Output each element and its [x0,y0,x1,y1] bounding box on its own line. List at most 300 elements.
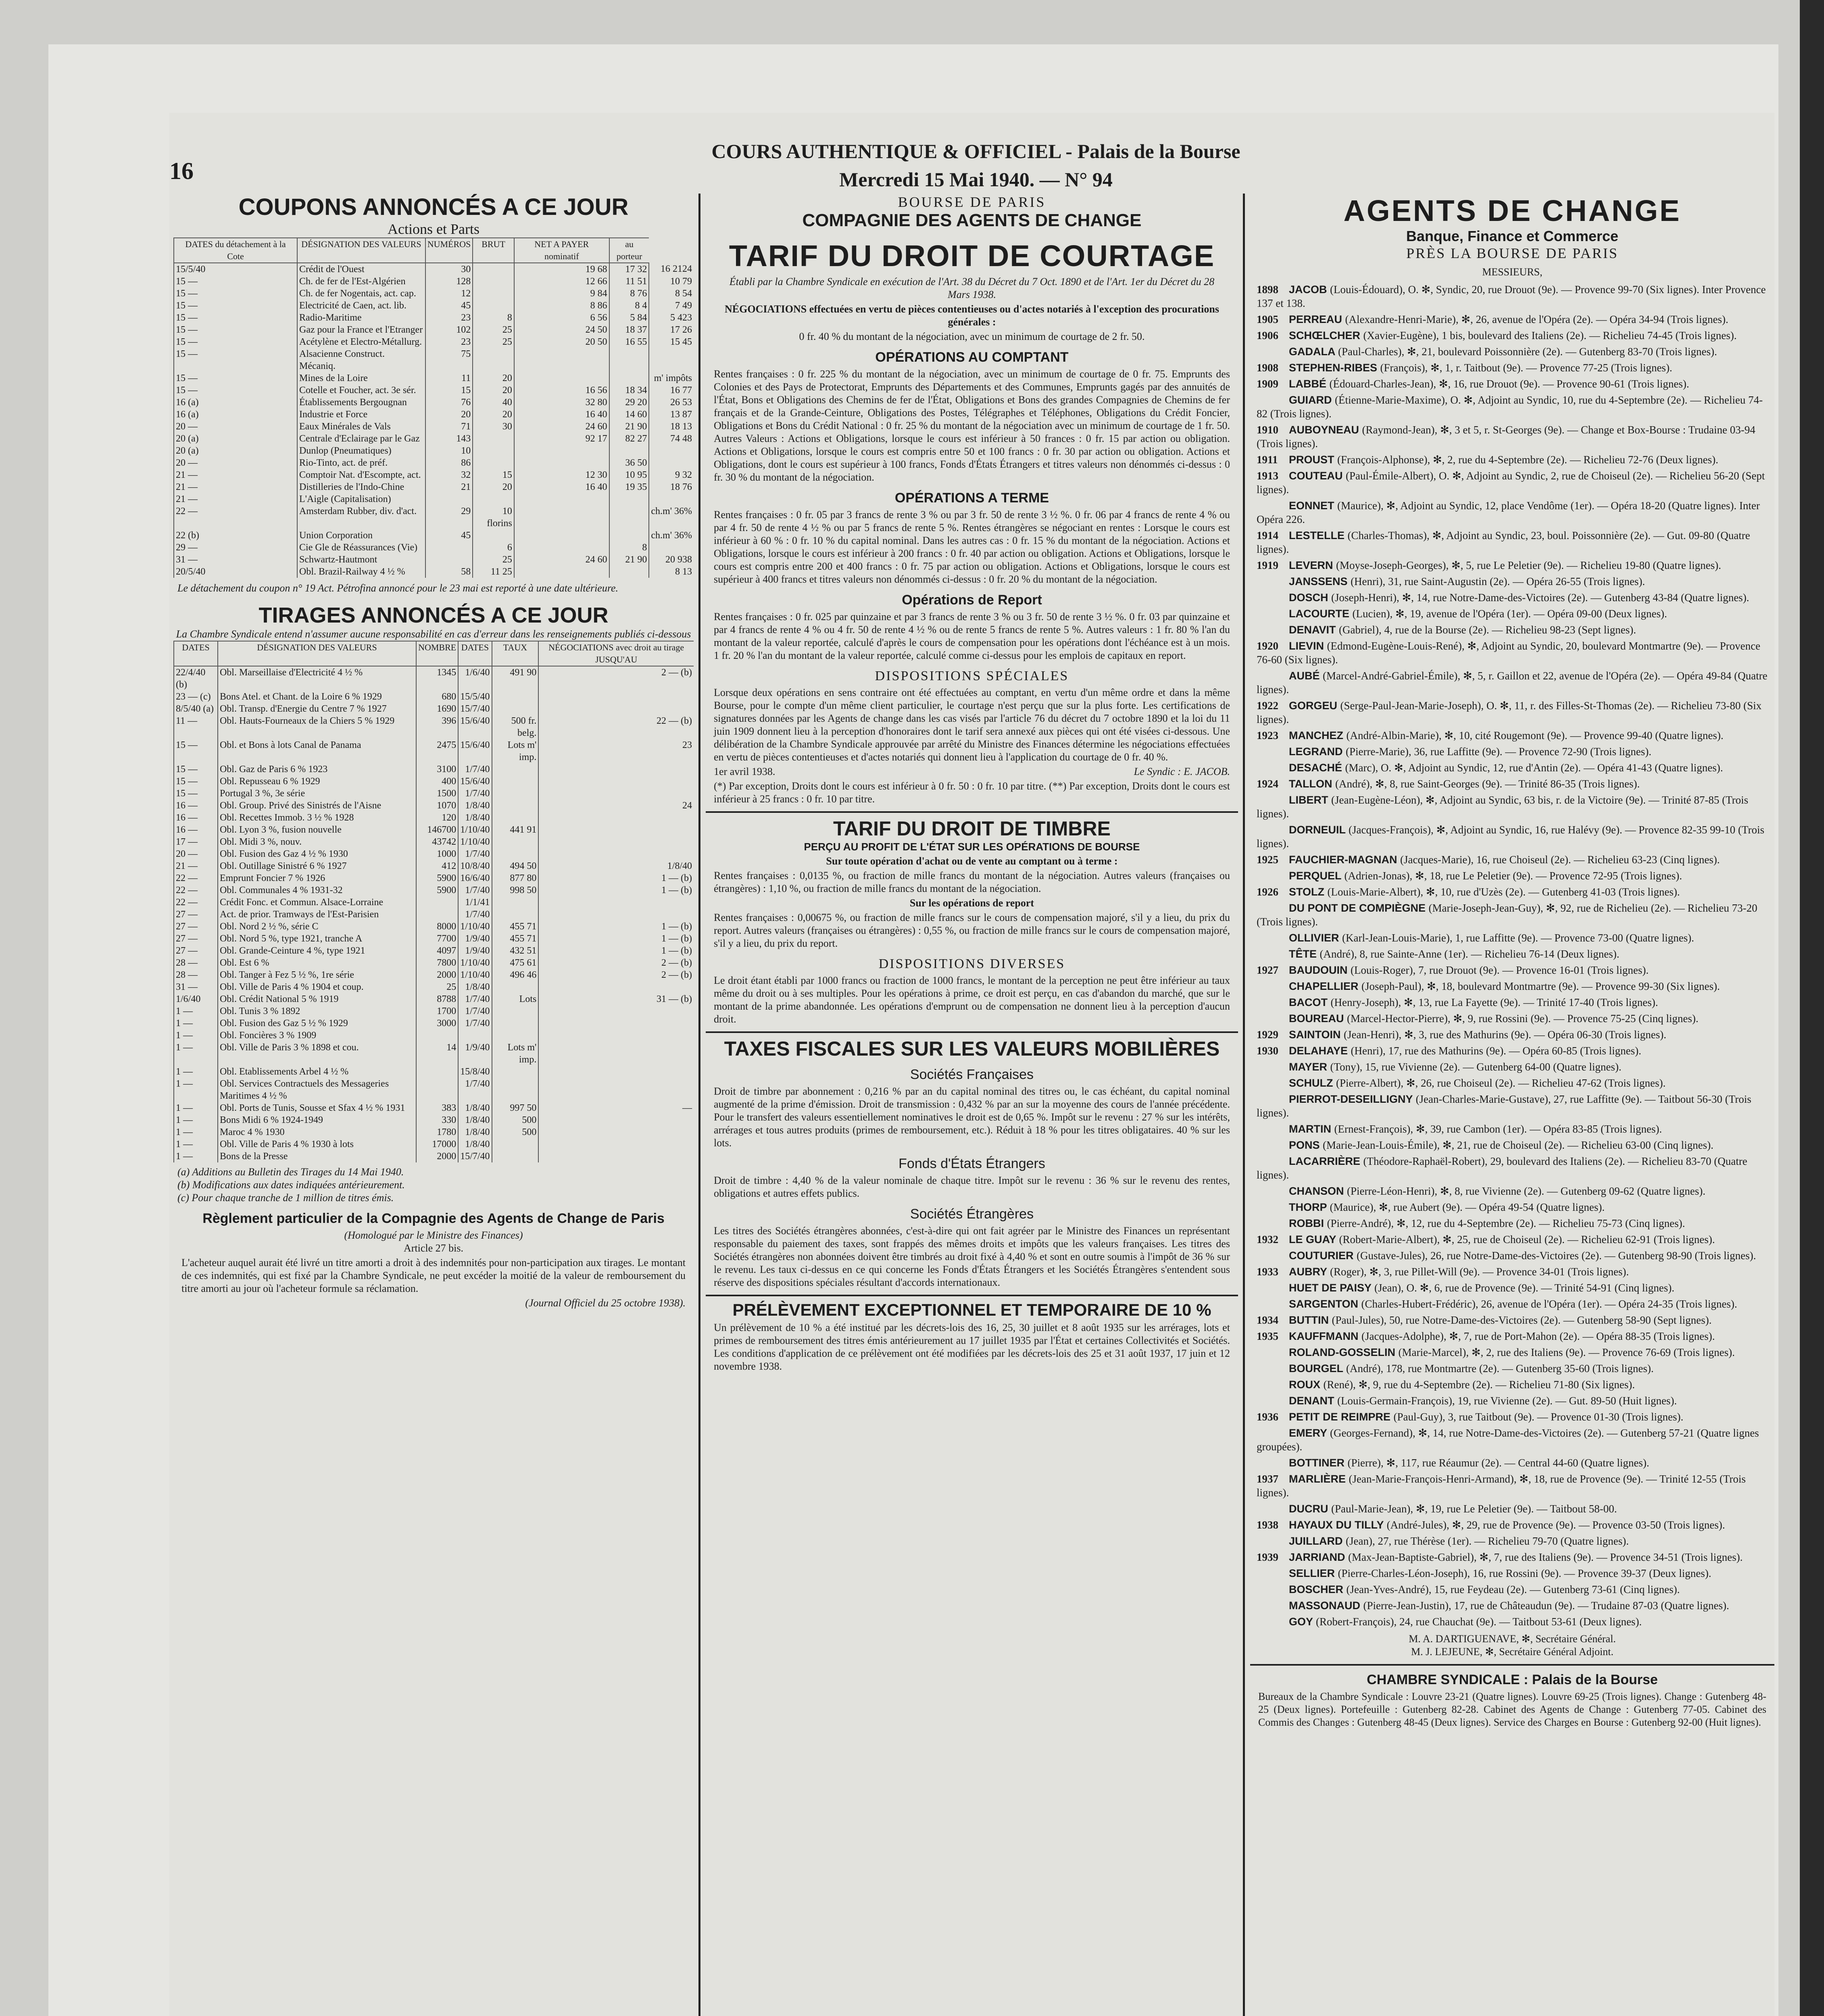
coupon-cell: 30 [473,421,514,433]
tirage-cell: 1 — (b) [538,872,694,884]
coupon-cell: Établissements Bergougnan [297,396,425,408]
tirage-cell: 997 50 [492,1102,539,1114]
coupon-row [174,481,694,493]
tirage-cell: 475 61 [492,957,539,969]
tirage-cell: 500 fr. belg. [492,715,539,739]
tirage-cell: 11 — [174,715,218,739]
coupon-cell: 15 — [174,300,297,312]
tirage-cell [492,763,539,775]
coupon-cell [649,493,694,505]
tirage-row [174,703,694,715]
tirage-cell: 1/9/40 [458,1041,492,1066]
tirage-cell: 10/8/40 [458,860,492,872]
agent-entry [1257,423,1768,450]
tirage-cell: 1/8/40 [458,981,492,993]
tirage-cell: Obl. Marseillaise d'Electricité 4 ½ % [218,666,416,691]
agents-title: AGENTS DE CHANGE [1343,194,1681,227]
tirage-cell: 1 — [174,1005,218,1017]
agent-entry [1257,1518,1768,1532]
coupon-cell: 21 90 [609,554,649,566]
agent-details: (Robert-François), 24, rue Chauchat (9e). — Taitbout 53-61 (Deux lignes). [1316,1616,1642,1628]
masthead-title: COURS AUTHENTIQUE & OFFICIEL - Palais de la Bourse [711,140,1240,162]
tirage-cell: 396 [416,715,458,739]
tirage-cell: 28 — [174,969,218,981]
tirage-cell: 877 80 [492,872,539,884]
tirage-cell: Obl. Ville de Paris 4 % 1930 à lots [218,1138,416,1150]
agent-year: 1927 [1257,964,1278,976]
coupon-cell: 45 [425,300,473,312]
tirage-cell: 23 — (c) [174,691,218,703]
tirage-cell [538,763,694,775]
tirage-cell: 1/9/40 [458,945,492,957]
agent-year: 1939 [1257,1551,1278,1563]
tirage-cell [538,1078,694,1102]
tirage-cell: 3100 [416,763,458,775]
agent-details: (Jacques-Marie), 16, rue Choiseul (2e). — Richelieu 63-23 (Cinq lignes). [1400,854,1720,866]
agent-entry [1257,1534,1768,1548]
agent-name: STEPHEN-RIBES [1289,362,1380,374]
coupon-cell: 74 48 [649,433,694,445]
agent-name: MAYER [1289,1061,1330,1073]
agent-entry [1257,1329,1768,1343]
societes-fr-text: Droit de timbre par abonnement : 0,216 % par an du capital nominal des titres ou, le cas échéant, du capital nominal augmenté de la prime d'émission. Droit de transmission : 0,432 % par an sur la moyenne des cours de l'année précédente. Pour le transfert des valeurs essentiellement nominatives le droit est de 0,65 %. Impôt sur le revenu : 27 % sur les intérêts, arrérages et tous autres produits (primes de remboursement, etc.). Réduit à 18 % pour les titres obligataires. 40 % sur les lots. [714,1085,1230,1149]
tirage-cell: Obl. Ville de Paris 4 % 1904 et coup. [218,981,416,993]
coupon-cell: 58 [425,566,473,578]
agent-entry [1257,1550,1768,1564]
tirage-cell: Obl. Outillage Sinistré 6 % 1927 [218,860,416,872]
agent-year: 1932 [1257,1233,1278,1245]
tirage-cell: 1 — (b) [538,933,694,945]
tirage-cell: 4097 [416,945,458,957]
coupon-cell: 102 [425,324,473,336]
tirage-cell: 1/9/40 [458,933,492,945]
tirage-cell: 27 — [174,921,218,933]
tirage-cell: Lots m' imp. [492,1041,539,1066]
coupon-cell: Rio-Tinto, act. de préf. [297,457,425,469]
agent-details: (Georges-Fernand), ✻, 14, rue Notre-Dame-des-Victoires (2e). — Gutenberg 57-21 (Quatre lignes groupées). [1257,1427,1759,1453]
agent-entry [1257,312,1768,326]
coupons-title: COUPONS ANNONCÉS A CE JOUR [238,194,629,220]
agent-details: (Roger), ✻, 3, rue Pillet-Will (9e). — Provence 34-01 (Trois lignes). [1330,1266,1629,1278]
agent-year: 1913 [1257,470,1278,482]
coupon-cell: 19 68 [514,263,609,275]
tirage-row [174,836,694,848]
agent-name: PERREAU [1289,313,1345,325]
agent-entry [1257,1410,1768,1424]
agent-details: (Jean-Yves-André), 15, rue Feydeau (2e). — Gutenberg 73-61 (Cinq lignes). [1346,1583,1680,1595]
comptant-text: Rentes françaises : 0 fr. 225 % du montant de la négociation, avec un minimum de courtage de 0 fr. 75. Emprunts des Colonies et des Pays de Protectorat, Emprunts des Départements et des Communes, Emprunts gagés par des annuités de l'État, Bons et Obligations des Chemins de fer de l'État, Obligations et Bons des grandes Compagnies de Chemins de fer français et de la Grande-Ceinture, Obligations des Postes, Télégraphes et Téléphones, Obligations du Crédit Foncier, Obligations et Bons du Crédit National : 0 fr. 25 % du montant de la négociation avec un minimum de courtage de 1 fr. 50. Autres Valeurs : Actions et Obligations, lorsque le cours est inférieur à 50 frances : 0 fr. 15 par action ou obligation. Actions et Obligations, lorsque le cours est compris entre 50 et 100 francs : 0 fr. 30 par action ou obligation. Actions et Obligations, dont le cours est supérieur à 100 francs, Fonds d'États Étrangers et titres valeurs non dénommés ci-dessus : 0 fr. 30 % du montant de la négociation. [714,368,1230,483]
tirage-row [174,884,694,896]
agent-name: PETIT DE REIMPRE [1289,1411,1394,1423]
tirage-header-cell: DATES [174,641,218,666]
agent-entry [1257,963,1768,977]
agent-name: JANSSENS [1289,575,1351,587]
agent-entry [1257,575,1768,588]
agent-details: (Paul-Marie-Jean), ✻, 19, rue Le Peletier (9e). — Taitbout 58-00. [1331,1503,1617,1515]
tirage-cell: Obl. Nord 2 ½ %, série C [218,921,416,933]
tirage-cell: 680 [416,691,458,703]
agent-entry [1257,1566,1768,1580]
tirage-cell: Obl. Grande-Ceinture 4 %, type 1921 [218,945,416,957]
tirage-cell: Lots m' imp. [492,739,539,763]
agent-details: (Pierre-Albert), ✻, 26, rue Choiseul (2e). — Richelieu 47-62 (Trois lignes). [1336,1077,1666,1089]
coupon-cell: 24 60 [514,554,609,566]
coupon-cell [473,300,514,312]
coupon-cell: 20 (a) [174,445,297,457]
timbre-report-text: Rentes françaises : 0,00675 %, ou fraction de mille francs sur le cours de compensation majoré, s'il y a lieu, du prix du report. Autres valeurs (françaises ou étrangères) : 0,55 %, ou fraction de mille francs sur le cours de compensation majoré, s'il y a lieu, du prix du report. [714,912,1230,949]
agent-details: (Edmond-Eugène-Louis-René), ✻, Adjoint au Syndic, 20, boulevard Montmartre (9e). — Provence 76-60 (Six lignes). [1257,640,1761,666]
tirage-cell: 491 90 [492,666,539,691]
coupon-cell [514,505,609,529]
coupon-header-cell: NET A PAYER nominatif [514,238,609,263]
tirage-cell [492,896,539,908]
agent-entry [1257,529,1768,556]
coupon-cell: 20 938 [649,554,694,566]
tirage-cell [492,908,539,921]
tirage-cell: 1/8/40 [458,800,492,812]
tirage-cell: 22 — [174,896,218,908]
agent-entry [1257,869,1768,883]
agent-entry [1257,1184,1768,1198]
agent-entry [1257,761,1768,775]
tirage-cell: 27 — [174,933,218,945]
agent-year: 1925 [1257,854,1278,866]
tirage-cell: 1/8/40 [458,812,492,824]
agent-year: 1935 [1257,1330,1278,1342]
agent-year: 1905 [1257,313,1278,325]
tirage-cell: 1/10/40 [458,824,492,836]
agent-name: HUET DE PAISY [1289,1282,1375,1294]
tirage-cell: 1/7/40 [458,1017,492,1029]
tirage-cell: 1/10/40 [458,957,492,969]
tirage-cell: 16 — [174,800,218,812]
coupon-cell [514,372,609,384]
coupon-cell: 5 84 [609,312,649,324]
coupon-row [174,263,694,275]
tirage-cell: 16 — [174,824,218,836]
agent-details: (Adrien-Jonas), ✻, 18, rue Le Peletier (9e). — Provence 72-95 (Trois lignes). [1344,870,1682,882]
coupon-row [174,457,694,469]
agent-details: (André), 8, rue Sainte-Anne (1er). — Richelieu 76-14 (Deux lignes). [1320,948,1620,960]
tirage-row [174,787,694,800]
coupon-cell [609,566,649,578]
agent-year: 1909 [1257,378,1278,390]
agent-entry [1257,979,1768,993]
tirage-cell: 1/8/40 [458,1138,492,1150]
agent-details: (Serge-Paul-Jean-Marie-Joseph), O. ✻, 11, r. des Filles-St-Thomas (2e). — Richelieu 73-80 (Six lignes). [1257,700,1762,725]
tirages-notes [177,1166,690,1204]
agent-details: (Édouard-Charles-Jean), ✻, 16, rue Drouot (9e). — Provence 90-61 (Trois lignes). [1329,378,1689,390]
coupon-cell: 16 40 [514,481,609,493]
coupon-cell: 22 (b) [174,529,297,541]
agent-entry [1257,669,1768,696]
tirage-cell: 455 71 [492,933,539,945]
agent-name: PERQUEL [1289,870,1345,882]
agent-details: (Joseph-Paul), ✻, 18, boulevard Montmartre (9e). — Provence 99-30 (Six lignes). [1361,980,1720,992]
agent-name: JACOB [1289,283,1330,296]
agent-entry [1257,947,1768,961]
tirage-cell: Obl. Est 6 % [218,957,416,969]
agent-entry [1257,1233,1768,1246]
agent-name: ROLAND-GOSSELIN [1289,1346,1399,1358]
agent-name: FAUCHIER-MAGNAN [1289,854,1400,866]
coupon-cell [609,493,649,505]
coupon-cell [514,541,609,554]
coupon-cell: 15 — [174,324,297,336]
prelevement-title: PRÉLÈVEMENT EXCEPTIONNEL ET TEMPORAIRE DE 10 % [732,1300,1211,1319]
coupons-subtitle: Actions et Parts [388,221,479,237]
prelevement-text: Un prélèvement de 10 % a été institué par les décrets-lois des 16, 25, 30 juillet et 8 août 1935 sur les arrérages, lots et primes de remboursement des titres émis antérieurement au 17 juillet 1935 par l'État et certaines Collectivités et Sociétés. Les conditions d'application de ce prélèvement ont été modifiées par les décrets-lois des 25 et 31 août 1937, 17 juin et 12 novembre 1938. [714,1322,1230,1372]
coupon-cell: 8 54 [649,287,694,300]
coupon-header-cell: DÉSIGNATION DES VALEURS [297,238,425,263]
agent-details: (Pierre-André), ✻, 12, rue du 4-Septembre (2e). — Richelieu 75-73 (Cinq lignes). [1327,1217,1685,1229]
agent-details: (Jean-Charles-Marie-Gustave), 27, rue Laffitte (9e). — Taitbout 56-30 (Trois lignes). [1257,1093,1751,1119]
tirage-cell: 1/7/40 [458,763,492,775]
agent-year: 1919 [1257,559,1278,571]
agent-name: BOSCHER [1289,1583,1347,1595]
coupon-cell [425,541,473,554]
agent-name: DENAVIT [1289,624,1339,636]
coupon-cell: Cotelle et Foucher, act. 3e sér. [297,384,425,396]
agent-details: (Jacques-François), ✻, Adjoint au Syndic, 16, rue Halévy (9e). — Provence 82-35 99-10 (Trois lignes). [1257,824,1764,850]
agent-details: (Étienne-Marie-Maxime), O. ✻, Adjoint au Syndic, 10, rue du 4-Septembre (2e). — Richelieu 74-82 (Trois lignes). [1257,394,1763,420]
coupon-cell: 23 [425,336,473,348]
tirage-cell [538,787,694,800]
secretaire-general: M. A. DARTIGUENAVE, ✻, Secrétaire Général. [1409,1633,1616,1645]
tirage-cell: Lots [492,993,539,1005]
tirage-cell: Obl. Repusseau 6 % 1929 [218,775,416,787]
tirage-cell: Obl. Foncières 3 % 1909 [218,1029,416,1041]
tirage-cell: 15/5/40 [458,691,492,703]
tirage-cell: 496 46 [492,969,539,981]
tirage-cell: 1/6/40 [458,666,492,691]
agent-details: (Henri), 17, rue des Mathurins (9e). — Opéra 60-85 (Trois lignes). [1351,1045,1641,1057]
agent-year: 1898 [1257,283,1278,296]
agent-name: DORNEUIL [1289,824,1349,836]
coupon-cell: 71 [425,421,473,433]
tirage-cell: 1 — (b) [538,945,694,957]
agent-details: (Jacques-Adolphe), ✻, 7, rue de Port-Mahon (2e). — Opéra 88-35 (Trois lignes). [1361,1330,1715,1342]
agent-details: (Louis-Marie-Albert), ✻, 10, rue d'Uzès (2e). — Gutenberg 41-03 (Trois lignes). [1327,886,1680,898]
coupon-cell: 20 — [174,457,297,469]
tirage-cell [492,836,539,848]
coupon-cell: 32 80 [514,396,609,408]
agent-details: (André), ✻, 8, rue Saint-Georges (9e). — Trinité 86-35 (Trois lignes). [1335,778,1640,790]
agent-entry [1257,469,1768,496]
agent-name: PONS [1289,1139,1323,1151]
coupon-cell: 8 13 [649,566,694,578]
agent-entry [1257,283,1768,310]
coupon-cell: ch.m' 36% [649,529,694,541]
tirage-cell: 5900 [416,872,458,884]
tirage-row [174,848,694,860]
tirage-cell: 1 — [174,1150,218,1162]
coupon-cell [473,287,514,300]
agent-name: SARGENTON [1289,1298,1361,1310]
coupon-cell [473,445,514,457]
page-number: 16 [169,158,194,184]
coupon-cell: 143 [425,433,473,445]
agent-details: (Paul-Jules), 50, rue Notre-Dame-des-Victoires (2e). — Gutenberg 58-90 (Sept lignes). [1332,1314,1712,1326]
agent-entry [1257,1362,1768,1375]
taxes-title: TAXES FISCALES SUR LES VALEURS MOBILIÈRES [724,1037,1220,1060]
agent-name: SAINTOIN [1289,1029,1344,1041]
coupons-table [173,237,694,578]
tirage-cell: 1000 [416,848,458,860]
agent-entry [1257,853,1768,866]
tirage-cell [538,908,694,921]
agent-name: EONNET [1289,500,1338,512]
timbre-achat: Sur toute opération d'achat ou de vente au comptant ou à terme : [826,855,1118,867]
agent-name: AUBOYNEAU [1289,424,1362,436]
tirage-cell: 15/7/40 [458,1150,492,1162]
tirage-cell [538,691,694,703]
report-text: Rentes françaises : 0 fr. 025 par quinzaine et par 3 francs de rente 3 % ou 3 fr. 50 de rente 3 ½ %. 0 fr. 03 par quinzaine et par 4 francs de rente 4 % ou 4 fr. 50 de rente 4 ½ % ou de rente 5 francs de rente 5 %. Autres valeurs : 1 fr. 80 % l'an du montant de la valeur reportée, calculé d'après le cours de compensation pour les opérations dont l'échéance est à un mois. 1 fr. 20 % l'an du montant de la valeur reportée, calculé comme ci-dessus pour les emplois de capitaux en report. [714,611,1230,661]
coupon-row [174,312,694,324]
tirages-title: TIRAGES ANNONCÉS A CE JOUR [258,603,609,627]
agent-name: LABBÉ [1289,378,1330,390]
agent-entry [1257,1502,1768,1516]
coupon-cell: 12 66 [514,275,609,287]
coupon-cell [609,529,649,541]
tirage-cell: 1 — [174,1078,218,1102]
agent-entry [1257,345,1768,358]
coupon-header-cell: DATES du détachement à la Cote [174,238,297,263]
timbre-text: Rentes françaises : 0,0135 %, ou fraction de mille francs du montant de la négociation. Autres valeurs (françaises ou étrangères) : 1,10 %, ou fraction de mille francs du montant de la négociation. [714,870,1230,894]
tirage-note: (c) Pour chaque tranche de 1 million de titres émis. [177,1192,394,1204]
coupon-cell [649,457,694,469]
tirage-cell: 5900 [416,884,458,896]
tirage-cell: 441 91 [492,824,539,836]
tirage-cell: 1 — [174,1126,218,1138]
coupon-cell: Ch. de fer Nogentais, act. cap. [297,287,425,300]
agent-entry [1257,1265,1768,1279]
agent-year: 1937 [1257,1473,1278,1485]
tirage-row [174,896,694,908]
tirage-cell: 31 — [174,981,218,993]
coupon-cell: 18 34 [609,384,649,396]
agents-list [1250,283,1774,1629]
coupon-cell: 10 [425,445,473,457]
agent-details: (Jean-Henri), ✻, 3, rue des Mathurins (9e). — Opéra 06-30 (Trois lignes). [1344,1029,1666,1041]
agent-name: GUIARD [1289,394,1335,406]
coupon-cell [473,457,514,469]
agent-name: SELLIER [1289,1567,1338,1579]
coupon-row [174,433,694,445]
coupon-cell: 10 florins [473,505,514,529]
tirage-cell [538,703,694,715]
agent-entry [1257,1076,1768,1090]
coupon-cell: 17 26 [649,324,694,336]
coupon-row [174,384,694,396]
coupon-cell: 18 76 [649,481,694,493]
tirage-cell: 8000 [416,921,458,933]
agent-name: JARRIAND [1289,1551,1349,1563]
agent-entry [1257,1378,1768,1391]
agent-year: 1910 [1257,424,1278,436]
tirage-cell: 15/6/40 [458,715,492,739]
coupon-cell: 15 — [174,287,297,300]
tirage-cell: 1 — [174,1102,218,1114]
societes-etr-text: Les titres des Sociétés étrangères abonnées, c'est-à-dire qui ont fait agréer par le Ministre des Finances un représentant responsable du paiement des taxes, sont frappés des mêmes droits et impôts que les valeurs françaises. Les titres des Sociétés étrangères non abonnées doivent être timbrés au droit fixé à 4,40 % et sont en outre soumis à l'impôt de 36 % sur le revenu. Les taux ci-dessus en ce qui concerne les Fonds d'États Étrangers et les Sociétés Étrangères s'entendent sous réserve des dispositions spéciales résultant d'accords internationaux. [714,1225,1230,1288]
tirage-cell: 7700 [416,933,458,945]
tirage-cell: 1/8/40 [458,1114,492,1126]
agent-name: MARLIÈRE [1289,1473,1349,1485]
tirage-cell [416,1029,458,1041]
terme-text: Rentes françaises : 0 fr. 05 par 3 francs de rente 3 % ou par 3 fr. 50 de rente 3 ½ %. 0 fr. 06 par 4 francs de rente 4 % ou par 4 fr. 50 de rente 4 ½ % ou par 5 francs de rente 5 %. Rentes étrangères se négociant en rentes : Lorsque le cours est inférieur à 60 % : 0 fr. 10 % du capital nominal. Dans les autres cas : 0 fr. 15 % du montant de la négociation. Actions et Obligations, lorsque le cours est inférieur à 200 francs : 0 fr. 40 par action ou obligation. Actions et Obligations, lorsque le cours est compris entre 200 et 400 francs : 0 fr. 75 par action ou obligation. Actions et Obligations, lorsque le cours est supérieur à 400 francs et titres valeurs non dénommés ci-dessus : 0 fr. 20 % du montant de la négociation. [714,509,1230,585]
agent-details: (Théodore-Raphaël-Robert), 29, boulevard des Italiens (2e). — Richelieu 83-70 (Quatre lignes). [1257,1155,1747,1181]
tirage-row [174,691,694,703]
tirage-cell [538,775,694,787]
coupon-cell: 20 [473,408,514,421]
agent-name: DUCRU [1289,1503,1331,1515]
tirage-cell: 998 50 [492,884,539,896]
coupon-cell: 45 [425,529,473,541]
tirage-cell: 15/6/40 [458,775,492,787]
coupon-cell [425,493,473,505]
agent-entry [1257,777,1768,791]
agent-name: LIBERT [1289,794,1331,806]
coupon-cell [514,348,609,372]
coupon-row [174,348,694,372]
coupon-cell [609,505,649,529]
tirage-cell: Obl. Recettes Immob. 3 ½ % 1928 [218,812,416,824]
agent-name: BAUDOUIN [1289,964,1351,976]
coupon-cell: 8 4 [609,300,649,312]
coupon-cell: 21 — [174,481,297,493]
coupon-cell: 29 20 [609,396,649,408]
agent-entry [1257,393,1768,421]
agent-name: LESTELLE [1289,529,1348,541]
coupon-cell: 32 [425,469,473,481]
tirage-cell: Bons Atel. et Chant. de la Loire 6 % 1929 [218,691,416,703]
agent-year: 1938 [1257,1519,1278,1531]
agent-details: (Max-Jean-Baptiste-Gabriel), ✻, 7, rue des Italiens (9e). — Provence 34-51 (Trois lignes). [1348,1551,1743,1563]
coupons-note: Le détachement du coupon n° 19 Act. Pétrofina annoncé pour le 23 mai est reporté à une date ultérieure. [177,582,619,594]
tirage-cell: 1/10/40 [458,921,492,933]
coupon-cell: 12 [425,287,473,300]
tirage-cell: 22/4/40 (b) [174,666,218,691]
agent-entry [1257,793,1768,821]
tirage-cell: 1500 [416,787,458,800]
coupon-cell: 15 — [174,384,297,396]
timbre-report: Sur les opérations de report [909,897,1034,909]
tirage-cell: Obl. Nord 5 %, type 1921, tranche A [218,933,416,945]
tirage-cell [538,1041,694,1066]
reglement-article: Article 27 bis. [403,1242,464,1254]
tirage-cell [492,691,539,703]
tirage-cell: Obl. Etablissements Arbel 4 ½ % [218,1066,416,1078]
tirage-cell [538,981,694,993]
coupon-cell: 40 [473,396,514,408]
agent-details: (Xavier-Eugène), 1 bis, boulevard des Italiens (2e). — Richelieu 74-45 (Trois lignes). [1363,329,1737,342]
newspaper-page [169,113,1774,2016]
tirage-row [174,775,694,787]
tirage-cell: 2000 [416,969,458,981]
tirage-row [174,1005,694,1017]
coupon-header-cell: NUMÉROS [425,238,473,263]
coupon-cell: 16 56 [514,384,609,396]
tirage-row [174,666,694,691]
agent-entry [1257,1345,1768,1359]
agent-details: (Marcel-André-Gabriel-Émile), ✻, 5, r. Gaillon et 22, avenue de l'Opéra (2e). — Opéra 49-84 (Quatre lignes). [1257,670,1768,696]
tirage-cell: 1 — [174,1029,218,1041]
coupon-cell: 20/5/40 [174,566,297,578]
agent-details: (Louis-Édouard), O. ✻, Syndic, 20, rue Drouot (9e). — Provence 99-70 (Six lignes). Inter Provence 137 et 138. [1257,283,1766,309]
tirage-cell: 43742 [416,836,458,848]
agent-name: DENANT [1289,1395,1337,1407]
coupon-row [174,408,694,421]
